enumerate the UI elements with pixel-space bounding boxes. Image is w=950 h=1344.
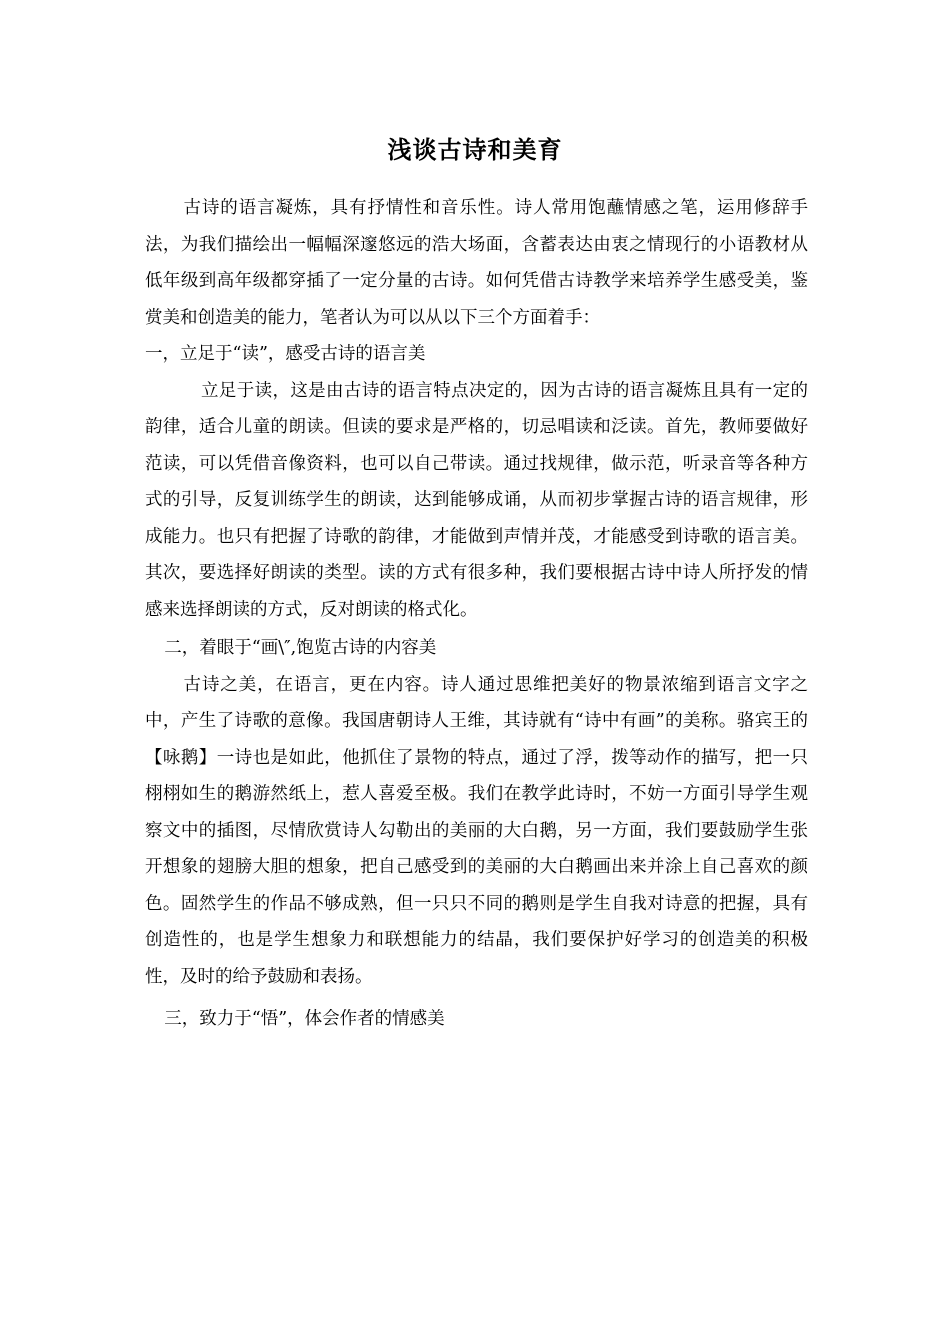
page-title: 浅谈古诗和美育: [387, 136, 563, 164]
section-2-paragraph: 古诗之美，在语言，更在内容。诗人通过思维把美好的物景浓缩到语言文字之中，产生了诗歌的意像。我国唐朝诗人王维，其诗就有“诗中有画”的美称。骆宾王的【咏鹅】一诗也是如此，他抓住了景物的特点，通过了浮，拨等动作的描写，把一只栩栩如生的鹅游然纸上，惹人喜爱至极。我们在教学此诗时，不妨一方面引导学生观察文中的插图，尽情欣赏诗人勾勒出的美丽的大白鹅，另一方面，我们要鼓励学生张开想象的翅膀大胆的想象，把自己感受到的美丽的大白鹅画出来并涂上自己喜欢的颜色。固然学生的作品不够成熟，但一只只不同的鹅则是学生自我对诗意的把握，具有创造性的，也是学生想象力和联想能力的结晶，我们要保护好学习的创造美的积极性，及时的给予鼓励和表扬。: [145, 674, 808, 987]
section-1-paragraph: 立足于读，这是由古诗的语言特点决定的，因为古诗的语言凝炼且具有一定的韵律，适合儿童的朗读。但读的要求是严格的，切忌唱读和泛读。首先，教师要做好范读，可以凭借音像资料，也可以自己带读。通过找规律，做示范，听录音等各种方式的引导，反复训练学生的朗读，达到能够成诵，从而初步掌握古诗的语言规律，形成能力。也只有把握了诗歌的韵律，才能做到声情并茂，才能感受到诗歌的语言美。其次，要选择好朗读的类型。读的方式有很多种，我们要根据古诗中诗人所抒发的情感来选择朗读的方式，反对朗读的格式化。: [145, 380, 808, 620]
section-3-heading: 三，致力于“悟”，体会作者的情感美: [164, 1009, 445, 1029]
section-1-heading: 一，立足于“读”，感受古诗的语言美: [145, 344, 426, 364]
intro-paragraph: 古诗的语言凝炼，具有抒情性和音乐性。诗人常用饱蘸情感之笔，运用修辞手法，为我们描绘出一幅幅深邃悠远的浩大场面，含蓄表达由衷之情现行的小语教材从低年级到高年级都穿插了一定分量的古诗。如何凭借古诗教学来培养学生感受美，鉴赏美和创造美的能力，笔者认为可以从以下三个方面着手：: [145, 198, 808, 328]
section-2-heading: 二，着眼于“画\″,饱览古诗的内容美: [164, 638, 437, 658]
document-body: [145, 190, 808, 1038]
